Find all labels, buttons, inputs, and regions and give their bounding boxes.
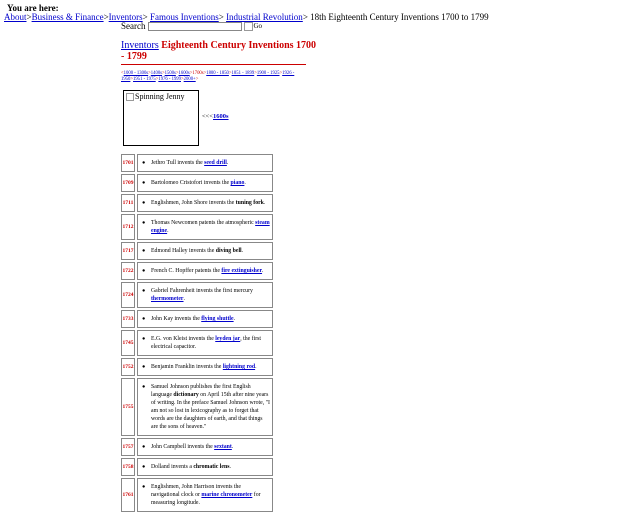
inventors-link[interactable]: Inventors — [121, 40, 159, 51]
century-link[interactable]: 1800 - 1850 — [206, 71, 229, 76]
bullet-icon: ● — [142, 200, 146, 206]
event-text-post: . — [255, 364, 257, 370]
century-link[interactable]: 1900 - 1925 — [256, 71, 280, 76]
event-text — [151, 267, 264, 275]
bullet-icon: ● — [142, 384, 146, 390]
event-row — [121, 458, 296, 476]
invention-link[interactable]: flying shuttle — [201, 316, 234, 322]
breadcrumb: About>Business & Finance>Inventors> Famous Inventions> Industrial Revolution> 18th Eighteenth Century Inventions 1700 to 1799 — [4, 12, 489, 22]
event-text-pre: Jethro Tull invents the — [151, 160, 205, 166]
event-text-post: . — [263, 200, 266, 206]
event-description — [137, 282, 273, 308]
event-year: 1757 — [121, 438, 135, 456]
event-text-pre: E.G. von Kleist invents the — [151, 336, 216, 342]
event-row — [121, 330, 296, 356]
event-row — [121, 174, 296, 192]
invention-link[interactable]: lightning rod — [222, 364, 256, 370]
event-text — [151, 287, 271, 303]
century-link[interactable]: 1851 - 1899 — [231, 71, 255, 76]
event-text-pre: French C. Hopffer patents the — [151, 268, 222, 274]
century-link[interactable]: 1400s — [150, 71, 162, 76]
event-text-post: , the first electrical capacitor. — [151, 336, 261, 350]
event-description — [137, 330, 273, 356]
invention-name: chromatic lens — [193, 464, 230, 470]
event-year: 1761 — [121, 478, 135, 512]
invention-link[interactable]: piano — [230, 180, 245, 186]
event-description — [137, 262, 273, 280]
event-text — [151, 247, 243, 255]
event-text — [151, 483, 271, 507]
event-text-post: . — [244, 180, 246, 186]
bullet-icon: ● — [142, 268, 146, 274]
search-label: Search — [121, 21, 146, 31]
you-are-here-label: You are here: — [7, 3, 59, 13]
bullet-icon: ● — [142, 364, 146, 370]
event-text-post: . — [231, 444, 234, 450]
event-description — [137, 214, 273, 240]
event-text-pre: Edmond Halley invents the — [151, 248, 216, 254]
event-text — [151, 159, 228, 167]
event-text — [151, 219, 271, 235]
event-description — [137, 458, 273, 476]
event-year: 1717 — [121, 242, 135, 260]
invention-link[interactable]: seed drill — [204, 160, 227, 166]
event-text-post: . — [233, 316, 236, 322]
invention-link[interactable]: marine chronometer — [201, 492, 253, 498]
breadcrumb-industrial-revolution[interactable]: Industrial Revolution — [226, 12, 303, 22]
event-text-post: for measuring longitude. — [151, 492, 261, 506]
invention-name: tuning fork — [235, 200, 264, 206]
century-link[interactable]: 1976 - 1999 — [158, 76, 181, 82]
bullet-icon: ● — [142, 180, 146, 186]
event-description — [137, 378, 273, 436]
breadcrumb-business-finance[interactable]: Business & Finance — [31, 12, 104, 22]
event-text-post: . — [183, 296, 185, 302]
event-description — [137, 154, 273, 172]
event-row — [121, 242, 296, 260]
invention-name: dictionary — [173, 392, 199, 398]
event-description — [137, 438, 273, 456]
event-description — [137, 174, 273, 192]
event-row — [121, 438, 296, 456]
bullet-icon: ● — [142, 444, 146, 450]
event-text-post: . — [167, 228, 169, 234]
title-divider — [121, 64, 306, 65]
invention-link[interactable]: leyden jar — [215, 336, 241, 342]
event-text-pre: John Kay invents the — [151, 316, 202, 322]
spinning-jenny-image — [123, 90, 199, 146]
event-text-post: on April 15th after nine years of writing. In the preface Samuel Johnson wrote, "I am not so lost in lexicography as to forget that words are the daughters of earth, and that things are the sons of heaven." — [151, 392, 270, 430]
bullet-icon: ● — [142, 464, 146, 470]
event-text-pre: Bartolomeo Cristofori invents the — [151, 180, 231, 186]
event-text-pre: Gabriel Fahrenheit invents the first mercury — [151, 288, 253, 294]
event-text — [151, 179, 246, 187]
event-row — [121, 262, 296, 280]
event-text — [151, 443, 233, 451]
event-text-post: . — [241, 248, 244, 254]
event-text-post: . — [229, 464, 231, 470]
event-row — [121, 282, 296, 308]
event-text-pre: Englishmen, John Harrison invents the navigational clock or — [151, 484, 242, 498]
century-link[interactable]: 1951 - 1975 — [133, 76, 156, 82]
century-link[interactable]: 1600s — [178, 71, 190, 76]
event-text-pre: John Campbell invents the — [151, 444, 215, 450]
century-link[interactable]: 2000+ — [183, 76, 196, 82]
event-year: 1724 — [121, 282, 135, 308]
event-year: 1701 — [121, 154, 135, 172]
prev-arrows: <<< — [202, 113, 213, 120]
broken-image-icon — [126, 93, 134, 101]
event-row — [121, 378, 296, 436]
invention-name: diving bell — [215, 248, 242, 254]
event-description — [137, 478, 273, 512]
bullet-icon: ● — [142, 248, 146, 254]
century-current: 1700s — [192, 71, 204, 76]
event-text-pre: Benjamin Franklin invents the — [151, 364, 223, 370]
event-text — [151, 463, 231, 471]
event-row — [121, 214, 296, 240]
event-text — [151, 363, 257, 371]
breadcrumb-famous-inventions[interactable]: Famous Inventions — [149, 12, 219, 22]
event-year: 1752 — [121, 358, 135, 376]
event-row — [121, 358, 296, 376]
event-year: 1712 — [121, 214, 135, 240]
event-year: 1733 — [121, 310, 135, 328]
event-text-pre: Samuel Johnson publishes the first English language — [151, 384, 251, 398]
page-heading: Eighteenth Century Inventions 1700 - 1799 — [121, 40, 317, 62]
invention-link[interactable]: fire extinguisher — [221, 268, 263, 274]
event-year: 1709 — [121, 174, 135, 192]
previous-century — [202, 113, 229, 120]
event-description — [137, 310, 273, 328]
invention-link[interactable]: thermometer — [151, 296, 184, 302]
event-text — [151, 199, 265, 207]
event-year: 1755 — [121, 378, 135, 436]
event-row — [121, 154, 296, 172]
events-table — [121, 154, 296, 514]
prev-century-link[interactable]: 1600s — [213, 113, 229, 120]
event-text — [151, 383, 271, 431]
event-description — [137, 242, 273, 260]
invention-link[interactable]: steam engine — [151, 220, 270, 234]
bullet-icon: ● — [142, 484, 146, 490]
event-year: 1722 — [121, 262, 135, 280]
bullet-icon: ● — [142, 160, 146, 166]
invention-link[interactable]: sextant — [214, 444, 232, 450]
page-title — [121, 40, 321, 62]
event-description — [137, 358, 273, 376]
bullet-icon: ● — [142, 316, 146, 322]
event-text-pre: Thomas Newcomen patents the atmospheric — [151, 220, 256, 226]
breadcrumb-inventors[interactable]: Inventors — [108, 12, 143, 22]
event-text-post: . — [226, 160, 229, 166]
event-year: 1745 — [121, 330, 135, 356]
event-year: 1711 — [121, 194, 135, 212]
century-nav: <1000 - 1300s>1400s>1500s>1600s>1700s>1800 - 1850>1851 - 1899>1900 - 1925>1926 - 1950>1951 - 1975>1976 - 1999>2000+> — [121, 71, 295, 82]
event-row — [121, 194, 296, 212]
breadcrumb-about[interactable]: About — [4, 12, 27, 22]
bullet-icon: ● — [142, 220, 146, 226]
event-text-pre: Dolland invents a — [151, 464, 194, 470]
century-link[interactable]: 1926 - 1950 — [121, 71, 295, 82]
search-input[interactable] — [148, 22, 242, 31]
event-text — [151, 315, 235, 323]
event-text-post: . — [262, 268, 264, 274]
event-text-pre: Englishmen, John Shore invents the — [151, 200, 236, 206]
event-text — [151, 335, 271, 351]
search-form — [121, 21, 262, 31]
go-button[interactable]: Go — [244, 22, 263, 31]
breadcrumb-current: 18th Eighteenth Century Inventions 1700 to 1799 — [310, 12, 489, 22]
century-link[interactable]: 1000 - 1300s — [123, 71, 149, 76]
event-row — [121, 478, 296, 512]
event-description — [137, 194, 273, 212]
event-year: 1758 — [121, 458, 135, 476]
image-alt-text: Spinning Jenny — [135, 92, 185, 101]
bullet-icon: ● — [142, 336, 146, 342]
event-row — [121, 310, 296, 328]
century-link[interactable]: 1500s — [164, 71, 176, 76]
bullet-icon: ● — [142, 288, 146, 294]
broken-image-icon — [244, 22, 253, 31]
